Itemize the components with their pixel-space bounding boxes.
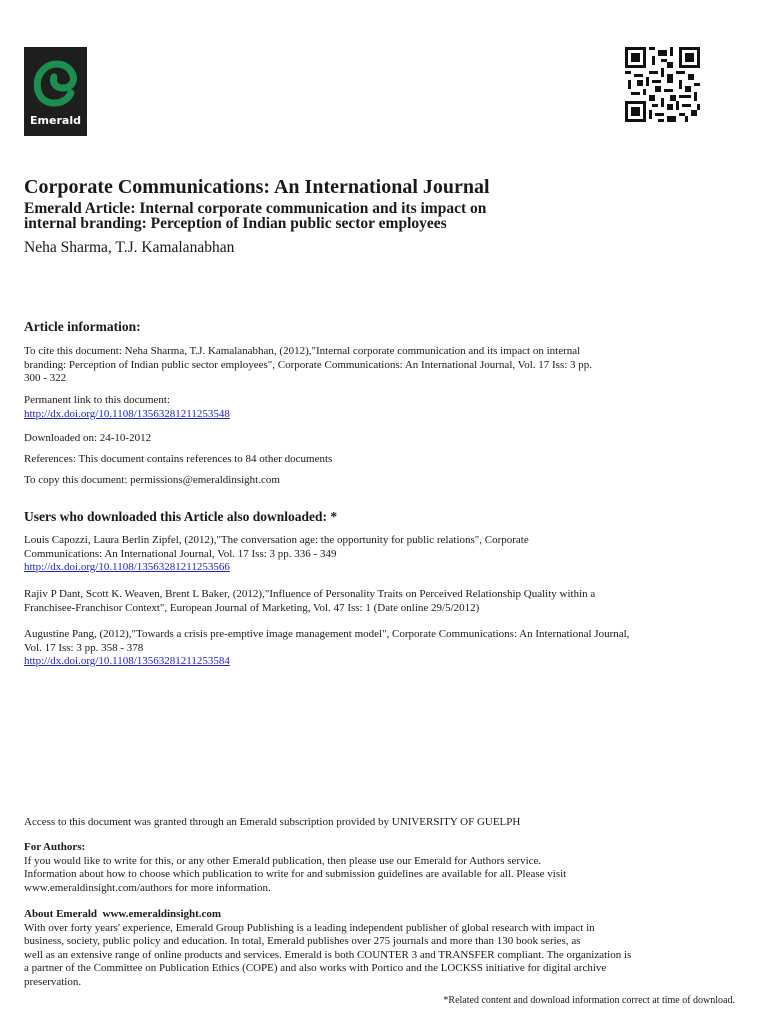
about-emerald-line: well as an extensive range of online products and services. Emerald is both COUNTER 3 and TRANSFER compliant. The organization is — [24, 948, 632, 961]
article-title-line: Emerald Article: Internal corporate communication and its impact on — [24, 200, 487, 217]
emerald-logo-icon — [31, 55, 80, 110]
list-item-line: Communications: An International Journal, Vol. 17 Iss: 3 pp. 336 - 349 — [24, 547, 337, 560]
about-emerald-line: With over forty years' experience, Emerald Group Publishing is a leading independent publisher of global research with impact in — [24, 921, 595, 934]
article-title-line: internal branding: Perception of Indian public sector employees — [24, 215, 447, 232]
list-item-line: Rajiv P Dant, Scott K. Weaven, Brent L Baker, (2012),"Influence of Personality Traits on Perceived Relationship Quality within a — [24, 588, 596, 600]
logo-brand-text: Emerald — [30, 114, 81, 127]
citation-line: To cite this document: Neha Sharma, T.J. Kamalanabhan, (2012),"Internal corporate communication and its impact on internal — [24, 345, 581, 357]
about-emerald-heading: About Emerald www.emeraldinsight.com — [24, 908, 222, 920]
permanent-link-block — [24, 394, 740, 421]
for-authors-block — [24, 841, 740, 895]
list-item-line: Franchisee-Franchisor Context", European Journal of Marketing, Vol. 47 Iss: 1 (Date online 29/5/2012) — [24, 601, 480, 614]
also-downloaded-heading: Users who downloaded this Article also downloaded: * — [24, 509, 338, 524]
list-item — [24, 628, 740, 669]
list-item-link[interactable]: http://dx.doi.org/10.1108/13563281211253584 — [24, 655, 230, 667]
access-note: Access to this document was granted through an Emerald subscription provided by UNIVERSITY OF GUELPH — [24, 816, 521, 828]
list-item-link[interactable]: http://dx.doi.org/10.1108/13563281211253566 — [24, 561, 230, 573]
for-authors-heading: For Authors: — [24, 841, 86, 853]
list-item-line: Vol. 17 Iss: 3 pp. 358 - 378 — [24, 641, 144, 654]
list-item-line: Louis Capozzi, Laura Berlin Zipfel, (2012),"The conversation age: the opportunity for public relations", Corporate — [24, 534, 529, 546]
list-item — [24, 588, 740, 615]
article-authors: Neha Sharma, T.J. Kamalanabhan — [24, 239, 235, 256]
downloaded-on: Downloaded on: 24-10-2012 — [24, 432, 152, 444]
permanent-link[interactable]: http://dx.doi.org/10.1108/13563281211253548 — [24, 407, 230, 420]
article-title — [24, 201, 624, 231]
for-authors-line: If you would like to write for this, or any other Emerald publication, then please use our Emerald for Authors service. — [24, 854, 542, 867]
about-emerald-line: business, society, public policy and education. In total, Emerald publishes over 275 journals and more than 130 book series, as — [24, 935, 581, 947]
about-emerald-line: preservation. — [24, 975, 82, 988]
qr-code-icon — [625, 47, 700, 122]
copy-permissions: To copy this document: permissions@emeraldinsight.com — [24, 474, 280, 486]
emerald-logo — [24, 47, 87, 136]
download-note: *Related content and download information correct at time of download. — [443, 995, 735, 1006]
references-count: References: This document contains references to 84 other documents — [24, 453, 333, 465]
permanent-link-label: Permanent link to this document: — [24, 394, 171, 406]
for-authors-line: Information about how to choose which publication to write for and submission guidelines are available for all. Please visit — [24, 868, 567, 880]
citation-text — [24, 345, 740, 386]
journal-title: Corporate Communications: An International Journal — [24, 176, 490, 198]
list-item — [24, 534, 740, 575]
article-info-heading: Article information: — [24, 319, 141, 334]
for-authors-line: www.emeraldinsight.com/authors for more information. — [24, 881, 271, 894]
about-emerald-block — [24, 908, 740, 989]
list-item-line: Augustine Pang, (2012),"Towards a crisis pre-emptive image management model", Corporate Communications: An International Journal, — [24, 628, 630, 640]
citation-line: branding: Perception of Indian public sector employees", Corporate Communications: An International Journal, Vol. 17 Iss: 3 pp. — [24, 358, 593, 371]
citation-line: 300 - 322 — [24, 372, 67, 384]
about-emerald-line: a partner of the Committee on Publication Ethics (COPE) and also works with Portico and the LOCKSS initiative for digital archive — [24, 962, 607, 974]
